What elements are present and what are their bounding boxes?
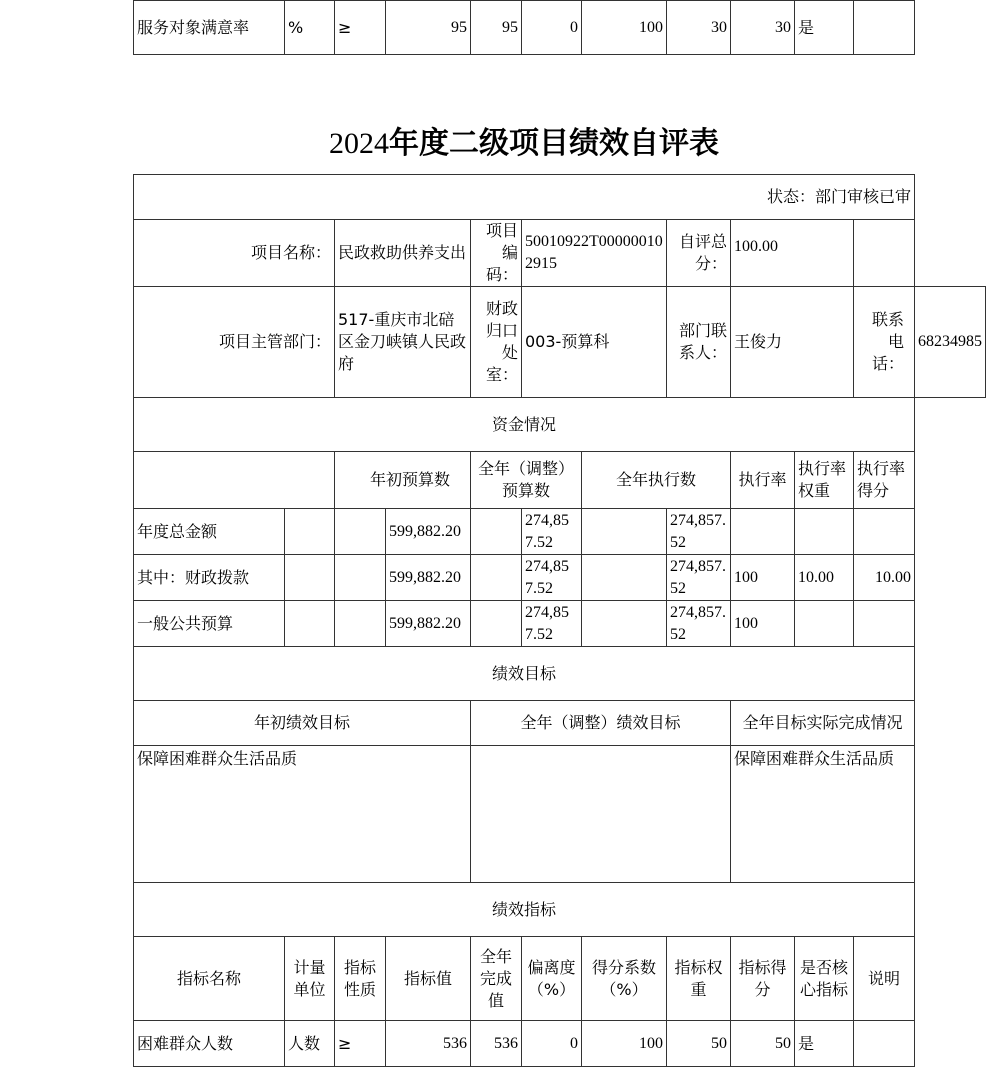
indicators-section-title: 绩效指标 — [134, 883, 915, 937]
indicator-unit: 人数 — [285, 1021, 335, 1067]
indicator-name: 服务对象满意率 — [134, 1, 285, 55]
self-score-label: 自评总分： — [667, 220, 731, 287]
project-code: 50010922T000000102915 — [522, 220, 667, 287]
indicator-core: 是 — [795, 1, 854, 55]
indicator-score: 30 — [731, 1, 795, 55]
goals-section-title: 绩效目标 — [134, 647, 915, 701]
indicator-coefficient: 100 — [582, 1021, 667, 1067]
ind-header-name: 指标名称 — [134, 937, 285, 1021]
goals-adjusted — [471, 746, 731, 883]
funds-header-initial: 年初预算数 — [335, 452, 471, 509]
indicator-note — [854, 1021, 915, 1067]
ind-header-note: 说明 — [854, 937, 915, 1021]
dept-label: 项目主管部门： — [134, 287, 335, 398]
ind-header-deviation: 偏离度（%） — [522, 937, 582, 1021]
funds-row-label: 一般公共预算 — [134, 601, 285, 647]
ind-header-actual: 全年完成值 — [471, 937, 522, 1021]
indicator-unit: % — [285, 1, 335, 55]
self-score: 100.00 — [731, 220, 854, 287]
funds-score: 10.00 — [854, 555, 915, 601]
funds-rate: 100 — [731, 601, 795, 647]
page-title — [0, 118, 1000, 162]
indicator-actual: 536 — [471, 1021, 522, 1067]
indicator-deviation: 0 — [522, 1021, 582, 1067]
funds-adjusted: 274,857.52 — [522, 555, 582, 601]
funds-adjusted: 274,857.52 — [522, 509, 582, 555]
ind-header-coefficient: 得分系数（%） — [582, 937, 667, 1021]
funds-weight: 10.00 — [795, 555, 854, 601]
title-year: 2024 — [329, 127, 389, 160]
goals-adjusted-header: 全年（调整）绩效目标 — [471, 701, 731, 746]
project-name-label: 项目名称： — [134, 220, 335, 287]
funds-adjusted: 274,857.52 — [522, 601, 582, 647]
funds-header-blank — [134, 452, 335, 509]
indicator-actual: 95 — [471, 1, 522, 55]
funds-header-rate: 执行率 — [731, 452, 795, 509]
indicator-target: 95 — [386, 1, 471, 55]
goals-actual-header: 全年目标实际完成情况 — [731, 701, 915, 746]
ind-header-score: 指标得分 — [731, 937, 795, 1021]
indicator-name: 困难群众人数 — [134, 1021, 285, 1067]
funds-executed: 274,857.52 — [667, 555, 731, 601]
funds-executed: 274,857.52 — [667, 601, 731, 647]
indicator-nature: ≥ — [335, 1, 386, 55]
indicator-weight: 30 — [667, 1, 731, 55]
funds-row-label: 年度总金额 — [134, 509, 285, 555]
indicator-deviation: 0 — [522, 1, 582, 55]
funds-header-rate-weight: 执行率权重 — [795, 452, 854, 509]
funds-initial: 599,882.20 — [386, 601, 471, 647]
table-row — [134, 1, 915, 55]
funds-section-title: 资金情况 — [134, 398, 915, 452]
phone-label: 联系电话： — [854, 287, 915, 398]
indicator-coefficient: 100 — [582, 1, 667, 55]
table-row — [134, 1021, 986, 1067]
indicator-score: 50 — [731, 1021, 795, 1067]
contact-label: 部门联系人： — [667, 287, 731, 398]
contact: 王俊力 — [731, 287, 854, 398]
table-row — [134, 601, 986, 647]
funds-header-execution: 全年执行数 — [582, 452, 731, 509]
project-code-label: 项目编码： — [471, 220, 522, 287]
title-text: 年度二级项目绩效自评表 — [389, 126, 719, 161]
ind-header-weight: 指标权重 — [667, 937, 731, 1021]
funds-header-rate-score: 执行率得分 — [854, 452, 915, 509]
phone: 68234985 — [915, 287, 986, 398]
project-name: 民政救助供养支出 — [335, 220, 471, 287]
indicator-target: 536 — [386, 1021, 471, 1067]
indicator-nature: ≥ — [335, 1021, 386, 1067]
indicator-weight: 50 — [667, 1021, 731, 1067]
funds-executed: 274,857.52 — [667, 509, 731, 555]
funds-initial: 599,882.20 — [386, 509, 471, 555]
status-text: 状态：部门审核已审 — [134, 175, 915, 220]
funds-score — [854, 601, 915, 647]
goals-actual: 保障困难群众生活品质 — [731, 746, 915, 883]
indicator-note — [854, 1, 915, 55]
funds-initial: 599,882.20 — [386, 555, 471, 601]
table-row — [134, 555, 986, 601]
funds-rate: 100 — [731, 555, 795, 601]
previous-indicator-table — [133, 0, 915, 55]
funds-weight — [795, 601, 854, 647]
funds-row-label: 其中：财政拨款 — [134, 555, 285, 601]
self-evaluation-table — [133, 174, 986, 1067]
funds-weight — [795, 509, 854, 555]
goals-initial: 保障困难群众生活品质 — [134, 746, 471, 883]
ind-header-unit: 计量单位 — [285, 937, 335, 1021]
funds-rate — [731, 509, 795, 555]
finance-office-label: 财政归口处室： — [471, 287, 522, 398]
table-row — [134, 509, 986, 555]
ind-header-core: 是否核心指标 — [795, 937, 854, 1021]
funds-score — [854, 509, 915, 555]
ind-header-target: 指标值 — [386, 937, 471, 1021]
finance-office: 003-预算科 — [522, 287, 667, 398]
goals-initial-header: 年初绩效目标 — [134, 701, 471, 746]
empty-cell — [854, 220, 915, 287]
ind-header-nature: 指标性质 — [335, 937, 386, 1021]
indicator-core: 是 — [795, 1021, 854, 1067]
dept: 517-重庆市北碚区金刀峡镇人民政府 — [335, 287, 471, 398]
funds-header-adjusted: 全年（调整）预算数 — [471, 452, 582, 509]
